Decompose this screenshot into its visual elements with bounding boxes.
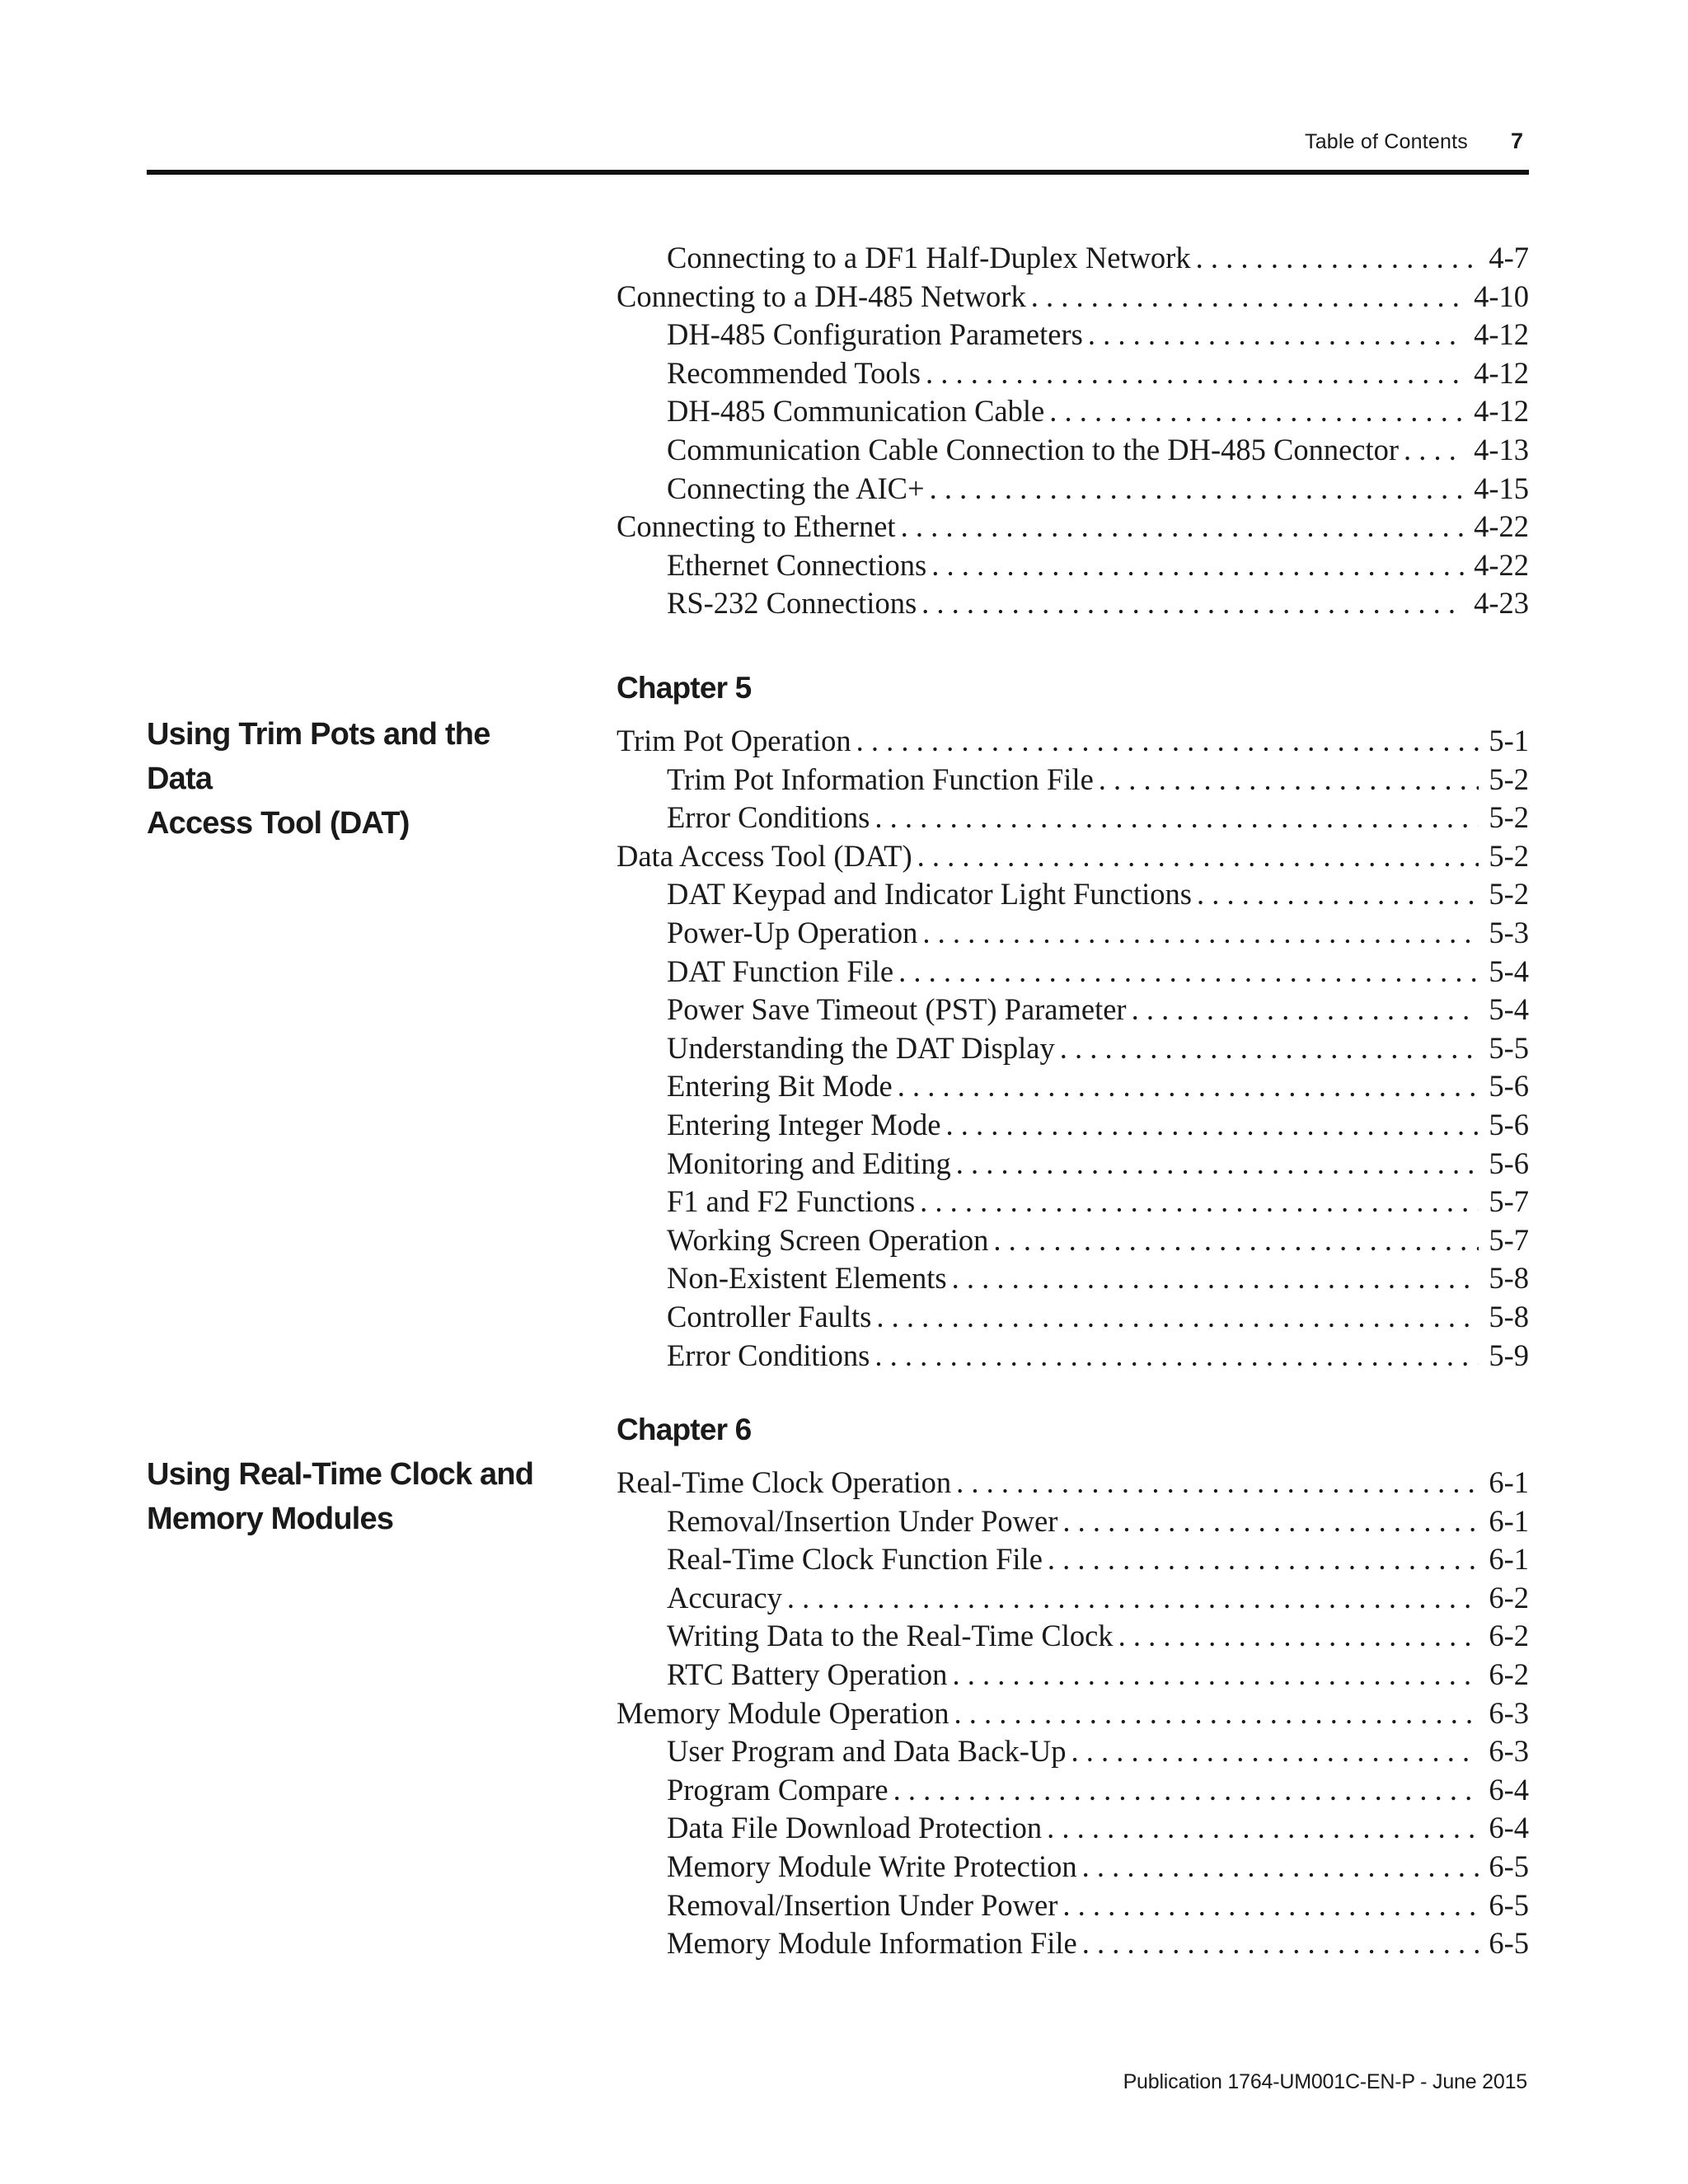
toc-entry-page: 6-4 xyxy=(1489,1811,1529,1845)
leader-dots xyxy=(1031,278,1464,316)
leader-dots xyxy=(1088,316,1464,354)
leader-dots xyxy=(954,1694,1479,1733)
toc-entry-page: 6-1 xyxy=(1489,1542,1529,1577)
toc-entry[interactable] xyxy=(617,837,1529,876)
toc-entry-page: 6-2 xyxy=(1489,1580,1529,1615)
toc-entry-title: Real-Time Clock Operation xyxy=(617,1465,952,1499)
leader-dots xyxy=(1049,392,1464,431)
leader-dots xyxy=(930,470,1465,509)
toc-entry-page: 5-3 xyxy=(1489,915,1529,949)
toc-entry-title: Real-Time Clock Function File xyxy=(667,1542,1043,1577)
toc-entry-page: 5-7 xyxy=(1489,1184,1529,1219)
toc-entry-title: Trim Pot Operation xyxy=(617,724,851,757)
toc-entry-page: 5-2 xyxy=(1489,762,1529,796)
toc-entry-page: 4-22 xyxy=(1474,547,1529,582)
toc-entry[interactable] xyxy=(617,1298,1529,1337)
toc-entry[interactable] xyxy=(617,354,1529,393)
leader-dots xyxy=(952,1259,1479,1298)
leader-dots xyxy=(1060,1029,1479,1068)
toc-entry-page: 6-3 xyxy=(1489,1734,1529,1769)
leader-dots xyxy=(1062,1502,1479,1541)
toc-entry-page: 6-5 xyxy=(1489,1849,1529,1883)
toc-entry-title: Program Compare xyxy=(667,1772,889,1807)
toc-entry-page: 6-5 xyxy=(1489,1887,1529,1922)
toc-entry-title: DH-485 Configuration Parameters xyxy=(667,317,1083,352)
toc-entry[interactable] xyxy=(617,1145,1529,1183)
toc-entry-title: Connecting to Ethernet xyxy=(617,509,896,544)
toc-entry[interactable] xyxy=(617,953,1529,991)
leader-dots xyxy=(898,1067,1479,1106)
leader-dots xyxy=(874,799,1479,837)
toc-entry-page: 6-5 xyxy=(1489,1926,1529,1961)
toc-entry[interactable] xyxy=(617,1771,1529,1810)
toc-entry[interactable] xyxy=(617,278,1529,316)
toc-entry-page: 4-12 xyxy=(1474,355,1529,390)
leader-dots xyxy=(956,1464,1479,1502)
toc-entry-page: 4-7 xyxy=(1489,241,1529,274)
toc-entry[interactable] xyxy=(617,1337,1529,1376)
toc-entry-title: RS-232 Connections xyxy=(667,586,917,621)
toc-entry-title: F1 and F2 Functions xyxy=(667,1184,916,1219)
toc-entry-title: Memory Module Write Protection xyxy=(667,1849,1077,1883)
toc-entry[interactable] xyxy=(617,1694,1529,1733)
toc-entry[interactable] xyxy=(617,584,1529,623)
toc-entry-page: 5-9 xyxy=(1489,1338,1529,1372)
toc-entry[interactable] xyxy=(617,1924,1529,1963)
toc-entry-page: 4-12 xyxy=(1474,317,1529,352)
toc-entry-page: 6-3 xyxy=(1489,1695,1529,1730)
leader-dots xyxy=(917,837,1479,876)
toc-entry-page: 6-1 xyxy=(1489,1503,1529,1538)
page-number: 7 xyxy=(1510,129,1523,153)
toc-entry[interactable] xyxy=(617,1067,1529,1106)
toc-entry[interactable] xyxy=(617,1732,1529,1771)
toc-entry-page: 5-6 xyxy=(1489,1146,1529,1180)
toc-entry-page: 4-12 xyxy=(1474,394,1529,429)
toc-entry[interactable] xyxy=(617,1809,1529,1848)
section-title: Table of Contents xyxy=(1305,130,1468,153)
chapter-5-label: Chapter 5 xyxy=(617,671,752,705)
leader-dots xyxy=(1132,991,1479,1029)
leader-dots xyxy=(876,1298,1479,1337)
publication-footer: Publication 1764-UM001C-EN-P - June 2015 xyxy=(1123,2070,1527,2093)
leader-dots xyxy=(1082,1848,1479,1886)
header-rule xyxy=(147,170,1529,175)
toc-entry-page: 4-23 xyxy=(1474,586,1529,621)
toc-entry[interactable] xyxy=(617,991,1529,1029)
toc-entry-title: Entering Integer Mode xyxy=(667,1107,941,1141)
leader-dots xyxy=(898,953,1479,991)
chapter-5-title: Using Trim Pots and the Data Access Tool (DAT) xyxy=(147,717,490,841)
toc-entry-title: Connecting the AIC+ xyxy=(667,471,925,505)
toc-entry-title: RTC Battery Operation xyxy=(667,1657,948,1691)
leader-dots xyxy=(1062,1886,1479,1925)
toc-entry-page: 5-8 xyxy=(1489,1299,1529,1333)
toc-block-chapter6 xyxy=(617,1411,1529,1963)
toc-entry[interactable] xyxy=(617,1848,1529,1886)
toc-entry[interactable] xyxy=(617,1656,1529,1694)
toc-entry-title: Controller Faults xyxy=(667,1299,872,1333)
leader-dots xyxy=(893,1771,1479,1810)
toc-entry[interactable] xyxy=(617,392,1529,431)
toc-entry-page: 6-4 xyxy=(1489,1772,1529,1807)
chapter-6-label: Chapter 6 xyxy=(617,1413,752,1446)
leader-dots xyxy=(1404,431,1464,470)
leader-dots xyxy=(956,1145,1479,1183)
leader-dots xyxy=(945,1106,1479,1145)
toc-block-chapter5 xyxy=(617,669,1529,1375)
toc-entry-page: 5-2 xyxy=(1489,800,1529,835)
toc-entry-page: 5-6 xyxy=(1489,1107,1529,1141)
toc-block-chapter4-continued xyxy=(617,239,1529,623)
toc-entry-page: 5-5 xyxy=(1489,1030,1529,1065)
toc-entry-title: Memory Module Information File xyxy=(667,1926,1077,1961)
toc-entry-title: Understanding the DAT Display xyxy=(667,1030,1055,1065)
toc-entry[interactable] xyxy=(617,722,1529,761)
leader-dots xyxy=(1047,1809,1479,1848)
toc-entry-page: 5-7 xyxy=(1489,1222,1529,1257)
toc-entry-title: Monitoring and Editing xyxy=(667,1146,951,1180)
toc-entry-title: User Program and Data Back-Up xyxy=(667,1734,1067,1769)
toc-entry[interactable] xyxy=(617,914,1529,953)
leader-dots xyxy=(1071,1732,1479,1771)
toc-entry-page: 5-6 xyxy=(1489,1069,1529,1104)
toc-entry[interactable] xyxy=(617,546,1529,585)
toc-entry-page: 4-22 xyxy=(1474,509,1529,544)
toc-entry-title: Non-Existent Elements xyxy=(667,1261,947,1296)
toc-entry-title: DAT Function File xyxy=(667,954,894,988)
toc-entry-page: 5-4 xyxy=(1489,954,1529,988)
toc-entry-title: Removal/Insertion Under Power xyxy=(667,1503,1058,1538)
toc-entry[interactable] xyxy=(617,508,1529,546)
leader-dots xyxy=(1197,875,1479,914)
leader-dots xyxy=(901,508,1465,546)
leader-dots xyxy=(1118,1617,1479,1656)
toc-entry[interactable] xyxy=(617,1886,1529,1925)
toc-entry[interactable] xyxy=(617,1106,1529,1145)
toc-entry-title: Ethernet Connections xyxy=(667,547,927,582)
toc-entry[interactable] xyxy=(617,1183,1529,1221)
toc-entry-title: Power-Up Operation xyxy=(667,915,918,949)
leader-dots xyxy=(1099,761,1479,799)
running-header xyxy=(1305,129,1523,165)
toc-entry-page: 5-8 xyxy=(1489,1261,1529,1296)
toc-entry[interactable] xyxy=(617,761,1529,799)
toc-entry-title: Connecting to a DH-485 Network xyxy=(617,279,1026,313)
toc-entry-title: DH-485 Communication Cable xyxy=(667,394,1045,429)
leader-dots xyxy=(1082,1924,1479,1963)
toc-entry[interactable] xyxy=(617,239,1529,278)
toc-entry-page: 6-2 xyxy=(1489,1657,1529,1691)
toc-entry-title: DAT Keypad and Indicator Light Functions xyxy=(667,877,1192,912)
toc-entry-page: 6-1 xyxy=(1489,1465,1529,1499)
toc-entry[interactable] xyxy=(617,1579,1529,1618)
toc-entry-title: Removal/Insertion Under Power xyxy=(667,1887,1058,1922)
leader-dots xyxy=(993,1221,1479,1260)
toc-entry-title: Connecting to a DF1 Half-Duplex Network xyxy=(667,241,1191,274)
toc-entry-page: 4-15 xyxy=(1474,471,1529,505)
leader-dots xyxy=(922,914,1479,953)
toc-entry-title: Memory Module Operation xyxy=(617,1695,950,1730)
toc-entry-title: Error Conditions xyxy=(667,1338,870,1372)
toc-entry-title: Entering Bit Mode xyxy=(667,1069,893,1104)
leader-dots xyxy=(1048,1540,1479,1579)
toc-entry-title: Communication Cable Connection to the DH-485 Connector xyxy=(667,432,1400,466)
leader-dots xyxy=(787,1579,1479,1618)
toc-entry-page: 5-2 xyxy=(1489,838,1529,873)
leader-dots xyxy=(1196,239,1479,278)
toc-entry[interactable] xyxy=(617,1502,1529,1541)
toc-entry[interactable] xyxy=(617,470,1529,509)
toc-entry[interactable] xyxy=(617,1464,1529,1502)
toc-entry-title: Error Conditions xyxy=(667,800,870,835)
leader-dots xyxy=(931,546,1464,585)
toc-entry-page: 4-13 xyxy=(1474,432,1529,466)
toc-entry-title: Data File Download Protection xyxy=(667,1811,1043,1845)
toc-entry-page: 5-2 xyxy=(1489,877,1529,912)
toc-entry-title: Working Screen Operation xyxy=(667,1222,989,1257)
toc-entry-page: 4-10 xyxy=(1474,279,1529,313)
toc-entry[interactable] xyxy=(617,1221,1529,1260)
leader-dots xyxy=(874,1337,1479,1376)
leader-dots xyxy=(926,354,1464,393)
toc-entry-title: Trim Pot Information Function File xyxy=(667,762,1094,796)
toc-entry[interactable] xyxy=(617,1259,1529,1298)
leader-dots xyxy=(921,584,1464,623)
toc-entry-title: Recommended Tools xyxy=(667,355,921,390)
toc-entry[interactable] xyxy=(617,1617,1529,1656)
toc-entry-page: 5-4 xyxy=(1489,992,1529,1027)
toc-entry-title: Power Save Timeout (PST) Parameter xyxy=(667,992,1127,1027)
chapter-6-title: Using Real-Time Clock and Memory Modules xyxy=(147,1457,534,1536)
leader-dots xyxy=(952,1656,1479,1694)
toc-entry[interactable] xyxy=(617,799,1529,837)
toc-entry-title: Data Access Tool (DAT) xyxy=(617,838,912,873)
toc-entry-page: 6-2 xyxy=(1489,1619,1529,1653)
toc-entry-title: Accuracy xyxy=(667,1580,782,1615)
toc-entry-title: Writing Data to the Real-Time Clock xyxy=(667,1619,1114,1653)
toc-entry[interactable] xyxy=(617,875,1529,914)
toc-entry[interactable] xyxy=(617,431,1529,470)
toc-entry[interactable] xyxy=(617,1029,1529,1068)
toc-entry-page: 5-1 xyxy=(1489,724,1529,757)
toc-entry[interactable] xyxy=(617,1540,1529,1579)
leader-dots xyxy=(920,1183,1479,1221)
leader-dots xyxy=(856,722,1479,761)
toc-entry[interactable] xyxy=(617,316,1529,354)
